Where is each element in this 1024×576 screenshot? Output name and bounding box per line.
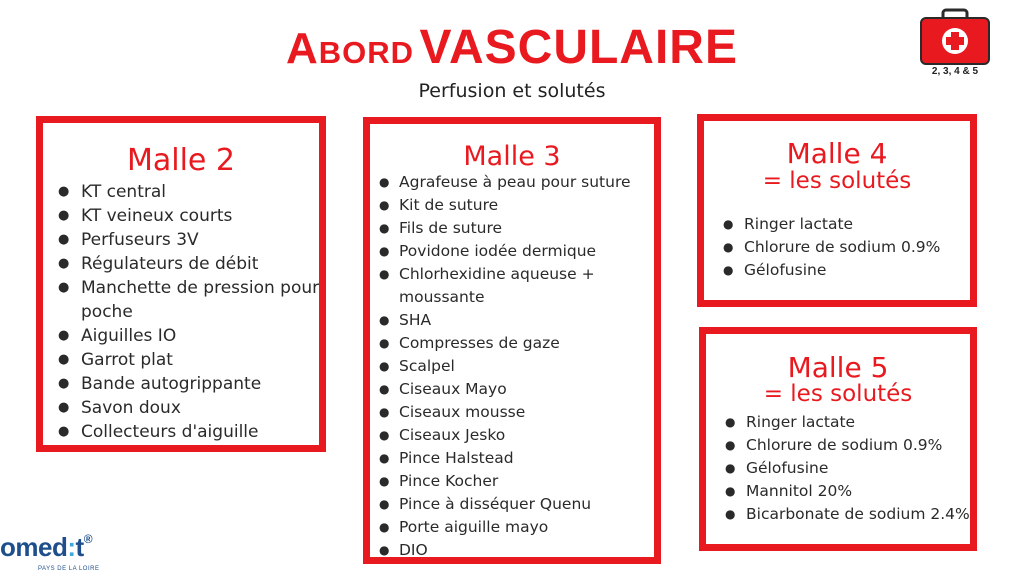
malle-2-list — [58, 180, 320, 444]
list-item-text: Perfuseurs 3V — [81, 230, 199, 250]
bullet-icon: ● — [58, 208, 70, 223]
list-item-text: Chlorure de sodium 0.9% — [746, 436, 943, 454]
list-item-text: Scalpel — [399, 357, 455, 375]
list-item — [379, 493, 659, 516]
malle-5-box — [699, 327, 977, 551]
malle-4-title: Malle 4 — [786, 137, 888, 170]
bullet-icon: ● — [379, 451, 390, 465]
list-item-text: Ciseaux mousse — [399, 403, 526, 421]
list-item-text: Savon doux — [81, 398, 181, 418]
list-item — [379, 401, 659, 424]
list-item — [58, 252, 320, 276]
malle-3-box — [363, 117, 661, 564]
bullet-icon: ● — [379, 543, 390, 557]
bullet-icon: ● — [725, 461, 736, 475]
bullet-icon: ● — [379, 221, 390, 235]
list-item-text: Chlorure de sodium 0.9% — [744, 238, 941, 256]
malle-2-title: Malle 2 — [126, 143, 236, 178]
list-item-text: Porte aiguille mayo — [399, 518, 549, 536]
title-word-abord: Abord — [286, 24, 415, 73]
list-item-text: Ringer lactate — [746, 413, 856, 431]
bullet-icon: ● — [58, 400, 70, 415]
list-item — [379, 355, 659, 378]
list-item — [58, 228, 320, 252]
list-item — [379, 424, 659, 447]
list-item-text: Chlorhexidine aqueuse + moussante — [399, 265, 595, 306]
list-item-text: Garrot plat — [81, 350, 173, 370]
list-item-text: SHA — [399, 311, 432, 329]
bullet-icon: ● — [379, 520, 390, 534]
logo-brand-b: t — [75, 532, 84, 562]
list-item-text: Collecteurs d'aiguille — [81, 422, 259, 442]
malle-5-list — [725, 411, 977, 526]
list-item-text: Povidone iodée dermique — [399, 242, 597, 260]
list-item — [379, 309, 659, 332]
malle-4-box — [697, 114, 977, 307]
bullet-icon: ● — [379, 428, 390, 442]
list-item-text: Pince à disséquer Quenu — [399, 495, 592, 513]
list-item-text: Compresses de gaze — [399, 334, 560, 352]
list-item — [379, 171, 659, 194]
list-item-text: Aiguilles IO — [81, 326, 177, 346]
list-item — [379, 378, 659, 401]
bullet-icon: ● — [379, 497, 390, 511]
bullet-icon: ● — [58, 424, 70, 439]
list-item-text: Manchette de pression pour poche — [81, 278, 320, 322]
list-item — [58, 420, 320, 444]
list-item — [58, 180, 320, 204]
bullet-icon: ● — [58, 232, 70, 247]
malle-4-subtitle: = les solutés — [762, 168, 912, 194]
list-item-text: Ringer lactate — [744, 215, 854, 233]
omedit-logo — [0, 528, 120, 576]
malle-3-list — [379, 171, 659, 562]
list-item — [379, 194, 659, 217]
list-item-text: Bande autogrippante — [81, 374, 262, 394]
logo-wordmark: omed:t® — [0, 532, 93, 562]
bullet-icon: ● — [725, 507, 736, 521]
list-item-text: Mannitol 20% — [746, 482, 853, 500]
list-item-text: DIO — [399, 541, 428, 559]
bullet-icon: ● — [379, 474, 390, 488]
list-item — [379, 447, 659, 470]
list-item — [379, 470, 659, 493]
bullet-icon: ● — [379, 244, 390, 258]
list-item-text: Agrafeuse à peau pour suture — [399, 173, 631, 191]
page-title — [0, 20, 1024, 75]
list-item-text: Kit de suture — [399, 196, 499, 214]
bullet-icon: ● — [723, 217, 734, 231]
bullet-icon: ● — [58, 352, 70, 367]
list-item — [725, 503, 977, 526]
bullet-icon: ● — [58, 376, 70, 391]
list-item — [725, 480, 977, 503]
list-item — [58, 396, 320, 420]
logo-registered: ® — [83, 532, 93, 546]
malle-4-list — [723, 213, 973, 282]
bullet-icon: ● — [723, 263, 734, 277]
bullet-icon: ● — [379, 359, 390, 373]
list-item — [58, 372, 320, 396]
bullet-icon: ● — [58, 256, 70, 271]
list-item-text: Pince Kocher — [399, 472, 499, 490]
logo-brand-a: omed — [0, 532, 68, 562]
bullet-icon: ● — [725, 438, 736, 452]
bullet-icon: ● — [379, 267, 390, 281]
list-item — [723, 213, 973, 236]
list-item — [723, 236, 973, 259]
list-item-text: KT veineux courts — [81, 206, 233, 226]
list-item — [58, 204, 320, 228]
malle-2-box — [36, 116, 326, 452]
bullet-icon: ● — [379, 198, 390, 212]
list-item-text: Fils de suture — [399, 219, 503, 237]
malle-5-subtitle: = les solutés — [763, 381, 913, 407]
malle-5-title: Malle 5 — [787, 351, 889, 384]
bullet-icon: ● — [58, 280, 70, 295]
bullet-icon: ● — [379, 336, 390, 350]
title-word-vasculaire: VASCULAIRE — [419, 21, 738, 74]
list-item — [379, 217, 659, 240]
malle-3-title: Malle 3 — [463, 141, 561, 172]
list-item — [379, 332, 659, 355]
list-item-text: Gélofusine — [746, 459, 829, 477]
bullet-icon: ● — [379, 175, 390, 189]
bullet-icon: ● — [379, 405, 390, 419]
list-item — [379, 263, 659, 309]
bullet-icon: ● — [725, 415, 736, 429]
kit-label: 2, 3, 4 & 5 — [931, 66, 979, 77]
list-item — [725, 411, 977, 434]
logo-tagline: PAYS DE LA LOIRE — [38, 566, 100, 572]
list-item — [58, 276, 320, 324]
list-item-text: KT central — [81, 182, 166, 202]
list-item — [379, 240, 659, 263]
list-item — [58, 324, 320, 348]
list-item-text: Bicarbonate de sodium 2.4% — [746, 505, 970, 523]
list-item — [379, 539, 659, 562]
list-item — [379, 516, 659, 539]
bullet-icon: ● — [723, 240, 734, 254]
list-item — [725, 434, 977, 457]
list-item-text: Pince Halstead — [399, 449, 514, 467]
page-subtitle: Perfusion et solutés — [418, 80, 606, 102]
bullet-icon: ● — [725, 484, 736, 498]
bullet-icon: ● — [379, 382, 390, 396]
list-item-text: Gélofusine — [744, 261, 827, 279]
list-item-text: Ciseaux Jesko — [399, 426, 506, 444]
list-item — [58, 348, 320, 372]
list-item-text: Régulateurs de débit — [81, 254, 259, 274]
list-item — [723, 259, 973, 282]
list-item-text: Ciseaux Mayo — [399, 380, 507, 398]
bullet-icon: ● — [58, 328, 70, 343]
bullet-icon: ● — [379, 313, 390, 327]
bullet-icon: ● — [58, 184, 70, 199]
list-item — [725, 457, 977, 480]
